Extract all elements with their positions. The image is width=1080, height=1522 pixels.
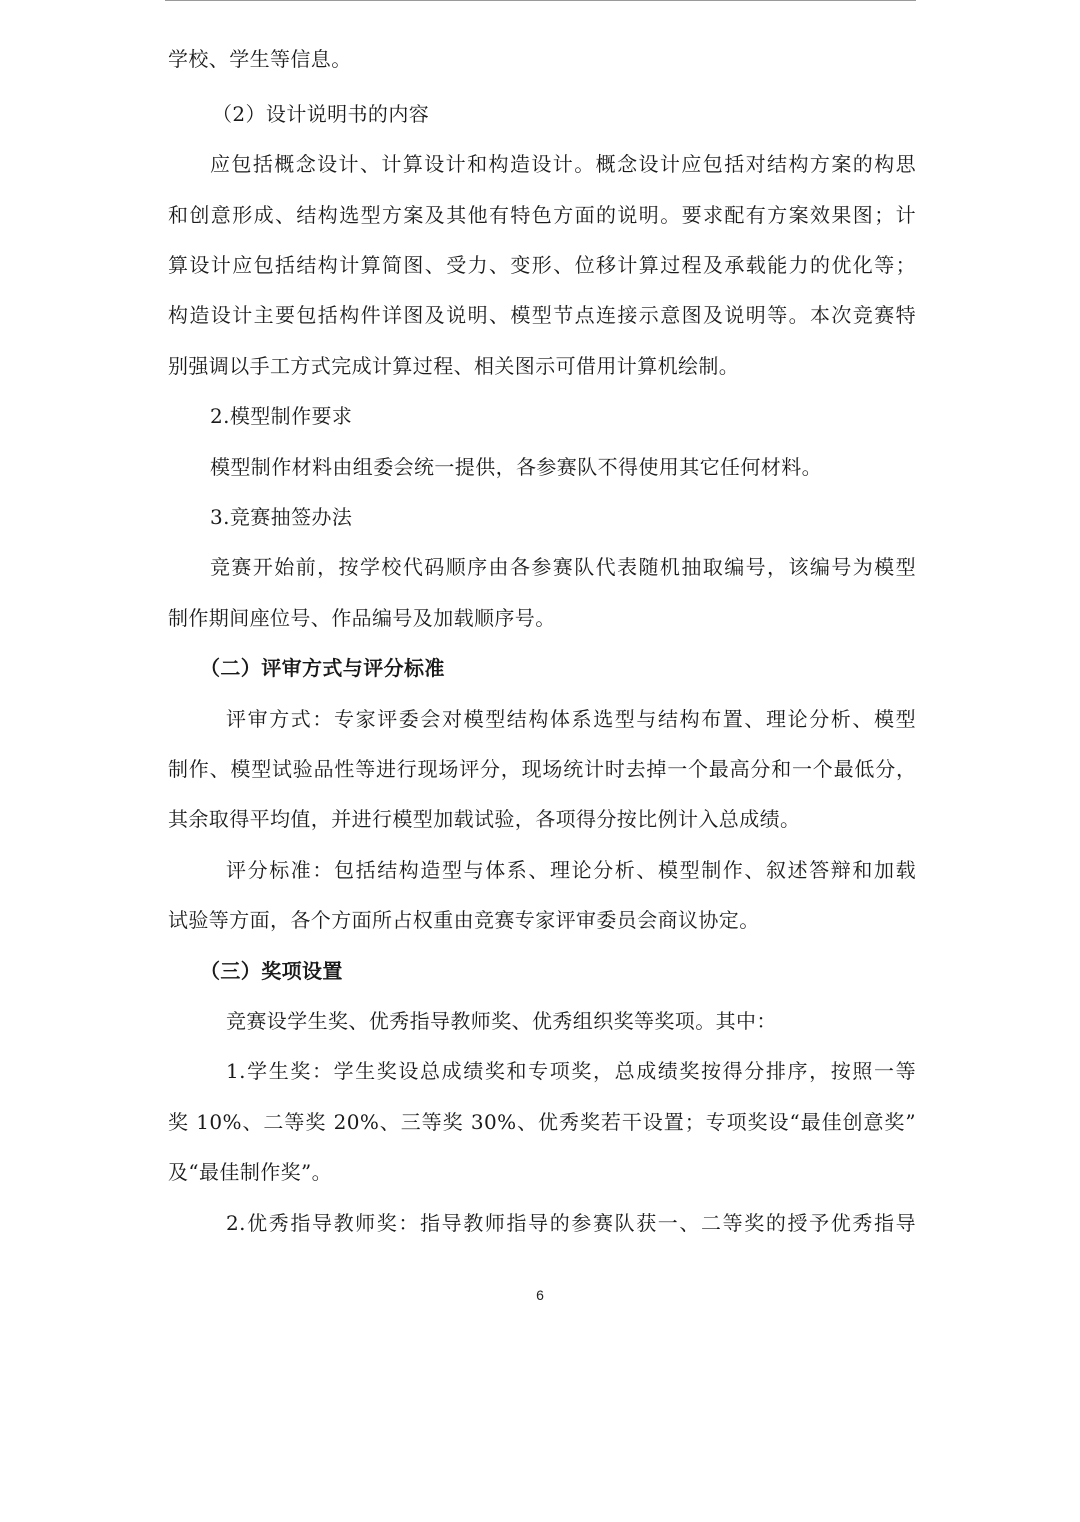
section-heading: （三）奖项设置 (200, 959, 343, 983)
paragraph-line: 评分标准：包括结构造型与体系、理论分析、模型制作、叙述答辩和加载 (226, 858, 916, 882)
paragraph-line: 别强调以手工方式完成计算过程、相关图示可借用计算机绘制。 (168, 354, 740, 378)
page-number: 6 (536, 1287, 544, 1303)
paragraph-line: 学校、学生等信息。 (168, 47, 352, 71)
paragraph-line: 2.优秀指导教师奖：指导教师指导的参赛队获一、二等奖的授予优秀指导 (226, 1211, 916, 1235)
paragraph-line: 模型制作材料由组委会统一提供，各参赛队不得使用其它任何材料。 (210, 455, 822, 479)
subsection-heading: 3.竞赛抽签办法 (210, 505, 353, 529)
paragraph-line: 构造设计主要包括构件详图及说明、模型节点连接示意图及说明等。本次竞赛特 (168, 303, 916, 327)
subsection-heading: 2.模型制作要求 (210, 404, 353, 428)
subsection-heading: （2）设计说明书的内容 (212, 102, 430, 126)
paragraph-line: 及“最佳制作奖”。 (168, 1160, 333, 1184)
paragraph-line: 试验等方面，各个方面所占权重由竞赛专家评审委员会商议协定。 (168, 908, 760, 932)
paragraph-line: 和创意形成、结构选型方案及其他有特色方面的说明。要求配有方案效果图；计 (168, 203, 916, 227)
paragraph-line: 应包括概念设计、计算设计和构造设计。概念设计应包括对结构方案的构思 (210, 152, 916, 176)
paragraph-line: 制作期间座位号、作品编号及加载顺序号。 (168, 606, 556, 630)
paragraph-line: 制作、模型试验品性等进行现场评分，现场统计时去掉一个最高分和一个最低分， (168, 757, 916, 781)
header-rule (165, 0, 916, 1)
paragraph-line: 竞赛设学生奖、优秀指导教师奖、优秀组织奖等奖项。其中： (226, 1009, 777, 1033)
paragraph-line: 竞赛开始前，按学校代码顺序由各参赛队代表随机抽取编号，该编号为模型 (210, 555, 916, 579)
paragraph-line: 其余取得平均值，并进行模型加载试验，各项得分按比例计入总成绩。 (168, 807, 801, 831)
paragraph-line: 奖 10%、二等奖 20%、三等奖 30%、优秀奖若干设置；专项奖设“最佳创意奖” (168, 1110, 916, 1134)
section-heading: （二）评审方式与评分标准 (200, 656, 445, 680)
paragraph-line: 评审方式：专家评委会对模型结构体系选型与结构布置、理论分析、模型 (226, 707, 916, 731)
paragraph-line: 1.学生奖：学生奖设总成绩奖和专项奖，总成绩奖按得分排序，按照一等 (226, 1059, 916, 1083)
paragraph-line: 算设计应包括结构计算简图、受力、变形、位移计算过程及承载能力的优化等； (168, 253, 916, 277)
